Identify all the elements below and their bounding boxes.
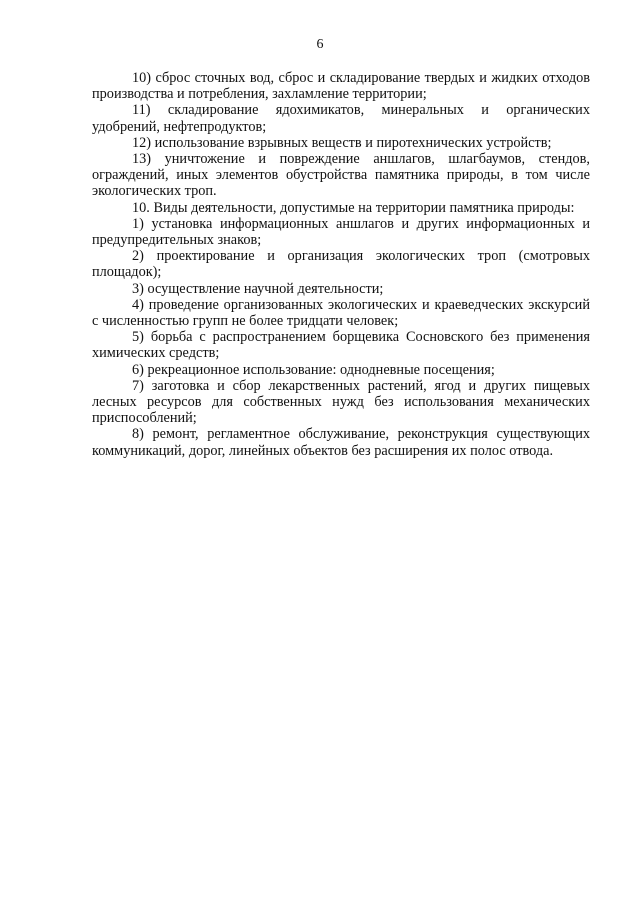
section-10-heading: 10. Виды деятельности, допустимые на территории памятника природы: (132, 199, 575, 216)
permitted-item-3: 3) осуществление научной деятельности; (132, 280, 384, 297)
prohibited-item-11: 11) складирование ядохимикатов, минеральных и органических удобрений, нефтепродуктов; (92, 102, 590, 135)
permitted-item-2: 2) проектирование и организация экологических троп (смотровых площадок); (92, 248, 590, 281)
page-number: 6 (316, 37, 324, 52)
permitted-item-4: 4) проведение организованных экологических и краеведческих экскурсий с численностью групп не более тридцати человек; (92, 296, 590, 330)
permitted-item-6: 6) рекреационное использование: однодневные посещения; (132, 361, 495, 378)
document-body (92, 70, 590, 459)
prohibited-item-10: 10) сброс сточных вод, сброс и складирование твердых и жидких отходов производства и потребления, захламление территории; (92, 70, 590, 103)
permitted-item-7: 7) заготовка и сбор лекарственных растений, ягод и других пищевых лесных ресурсов для собственных нужд без использования механических приспособлений; (92, 377, 590, 427)
permitted-item-1: 1) установка информационных аншлагов и других информационных и предупредительных знаков; (92, 215, 590, 249)
permitted-item-5: 5) борьба с распространением борщевика Сосновского без применения химических средств; (92, 329, 590, 362)
prohibited-item-13: 13) уничтожение и повреждение аншлагов, шлагбаумов, стендов, ограждений, иных элементов обустройства памятника природы, в том числе экологических троп. (92, 151, 590, 200)
prohibited-item-12: 12) использование взрывных веществ и пиротехнических устройств; (132, 134, 552, 151)
permitted-item-8: 8) ремонт, регламентное обслуживание, реконструкция существующих коммуникаций, дорог, линейных объектов без расширения их полос отвода. (92, 426, 590, 459)
